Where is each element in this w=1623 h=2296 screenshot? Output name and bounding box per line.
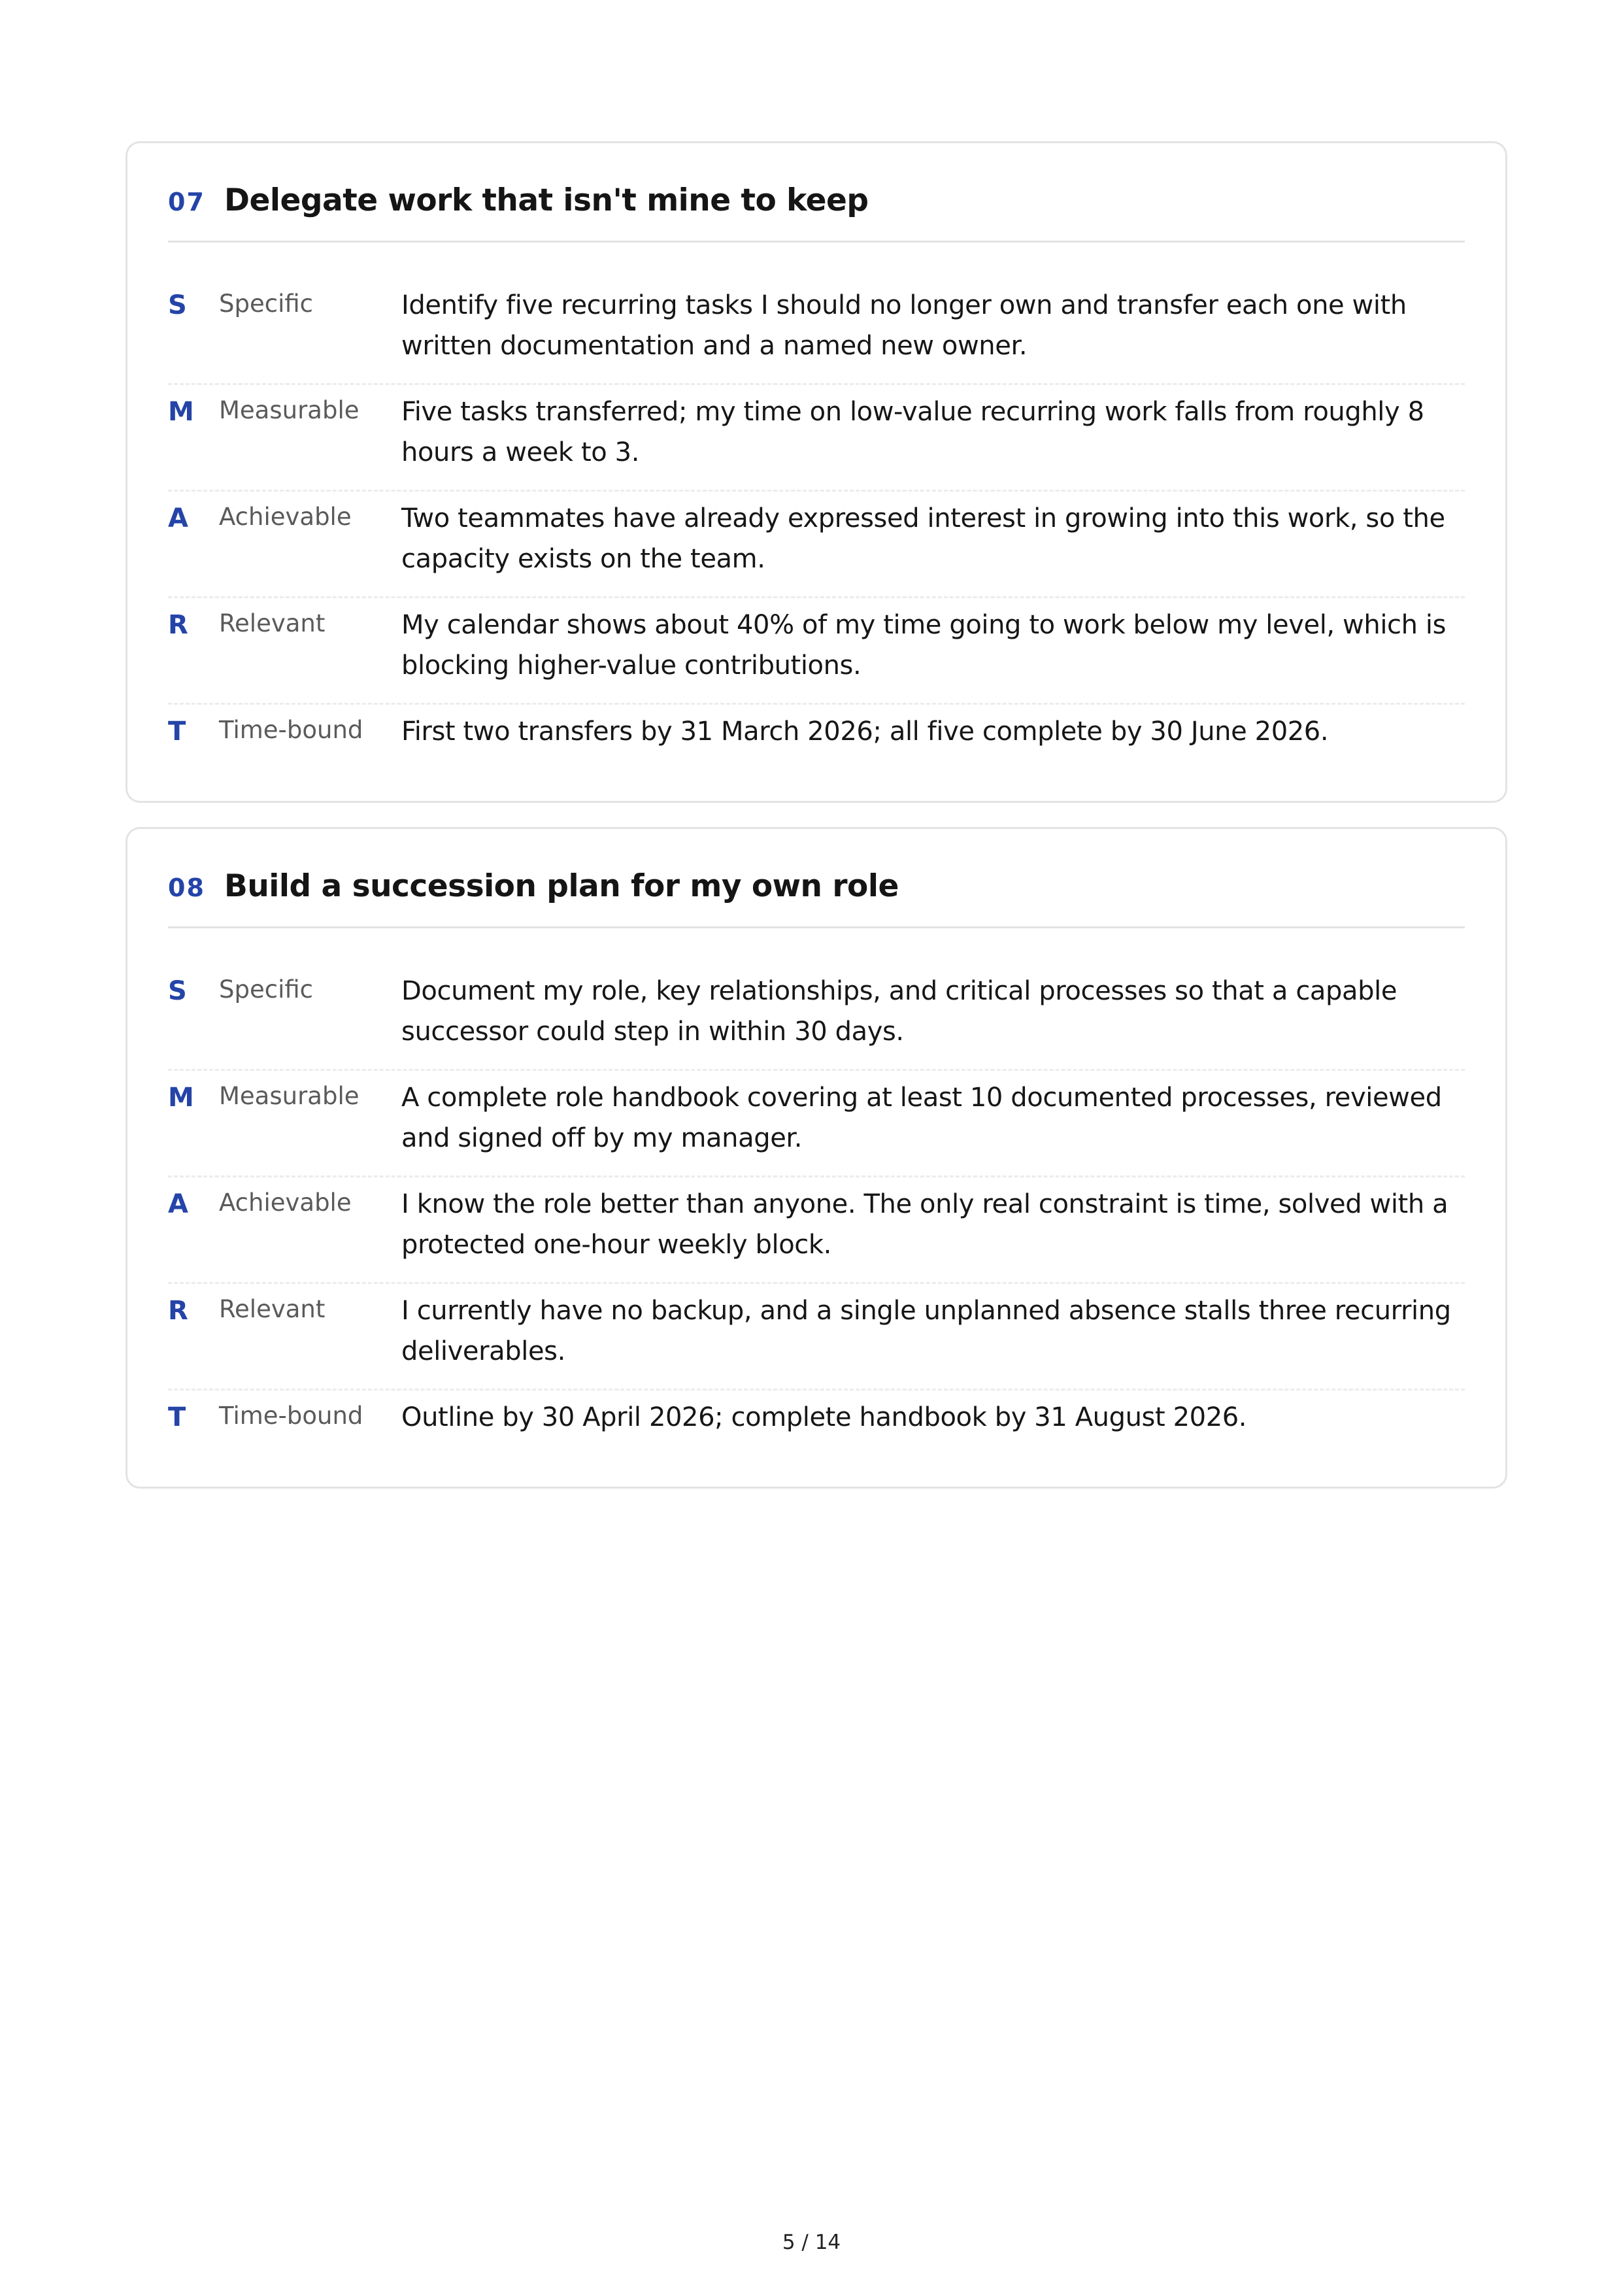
criterion-letter: T <box>168 717 186 747</box>
criterion-letter: T <box>168 1402 186 1432</box>
goal-header <box>168 143 1465 243</box>
criterion-text: I currently have no backup, and a single unplanned absence stalls three recurring deliverables. <box>401 1296 1451 1366</box>
criterion-letter: M <box>168 1083 194 1113</box>
criterion-letter: R <box>168 610 188 640</box>
criterion-label: Relevant <box>219 1295 326 1323</box>
criterion-achievable <box>168 1177 1465 1284</box>
criterion-label: Achievable <box>219 503 352 531</box>
criterion-relevant <box>168 1284 1465 1391</box>
page-number: 5 / 14 <box>782 2231 841 2254</box>
criterion-specific <box>168 964 1465 1071</box>
criterion-letter: S <box>168 290 187 320</box>
criterion-label: Measurable <box>219 1082 360 1110</box>
goal-header <box>168 829 1465 928</box>
smart-criteria-list <box>168 928 1465 1497</box>
criterion-letter: M <box>168 397 194 427</box>
criterion-text: Five tasks transferred; my time on low-value recurring work falls from roughly 8 hours a week to 3. <box>401 397 1424 467</box>
criterion-label: Measurable <box>219 396 360 424</box>
criterion-label: Achievable <box>219 1189 352 1217</box>
goal-title: Delegate work that isn't mine to keep <box>224 182 869 218</box>
criterion-label: Relevant <box>219 609 326 637</box>
criterion-measurable <box>168 385 1465 492</box>
goal-card <box>125 141 1507 803</box>
criterion-measurable <box>168 1071 1465 1177</box>
criterion-text: A complete role handbook covering at least 10 documented processes, reviewed and signed off by my manager. <box>401 1083 1442 1153</box>
criterion-text: Two teammates have already expressed interest in growing into this work, so the capacity exists on the team. <box>401 503 1445 574</box>
criterion-text: Outline by 30 April 2026; complete handbook by 31 August 2026. <box>401 1402 1247 1432</box>
criterion-time-bound <box>168 1391 1465 1497</box>
criterion-label: Time-bound <box>219 716 363 744</box>
criterion-text: Document my role, key relationships, and critical processes so that a capable successor could step in within 30 days. <box>401 976 1397 1047</box>
goal-title: Build a succession plan for my own role <box>224 868 899 904</box>
smart-criteria-list <box>168 243 1465 811</box>
criterion-label: Time-bound <box>219 1402 363 1430</box>
criterion-text: My calendar shows about 40% of my time going to work below my level, which is blocking higher-value contributions. <box>401 610 1447 681</box>
criterion-letter: S <box>168 976 187 1006</box>
criterion-text: Identify five recurring tasks I should no longer own and transfer each one with written documentation and a named new owner. <box>401 290 1407 361</box>
goal-number: 07 <box>168 188 205 216</box>
goal-number: 08 <box>168 873 205 902</box>
criterion-relevant <box>168 598 1465 705</box>
criterion-letter: A <box>168 503 188 533</box>
criterion-label: Specific <box>219 975 314 1004</box>
criterion-text: First two transfers by 31 March 2026; all five complete by 30 June 2026. <box>401 717 1329 747</box>
goal-card <box>125 827 1507 1489</box>
criterion-label: Specific <box>219 290 314 318</box>
criterion-letter: R <box>168 1296 188 1326</box>
criterion-achievable <box>168 492 1465 598</box>
criterion-letter: A <box>168 1189 188 1219</box>
criterion-specific <box>168 279 1465 385</box>
criterion-time-bound <box>168 705 1465 811</box>
criterion-text: I know the role better than anyone. The only real constraint is time, solved with a protected one-hour weekly block. <box>401 1189 1448 1260</box>
